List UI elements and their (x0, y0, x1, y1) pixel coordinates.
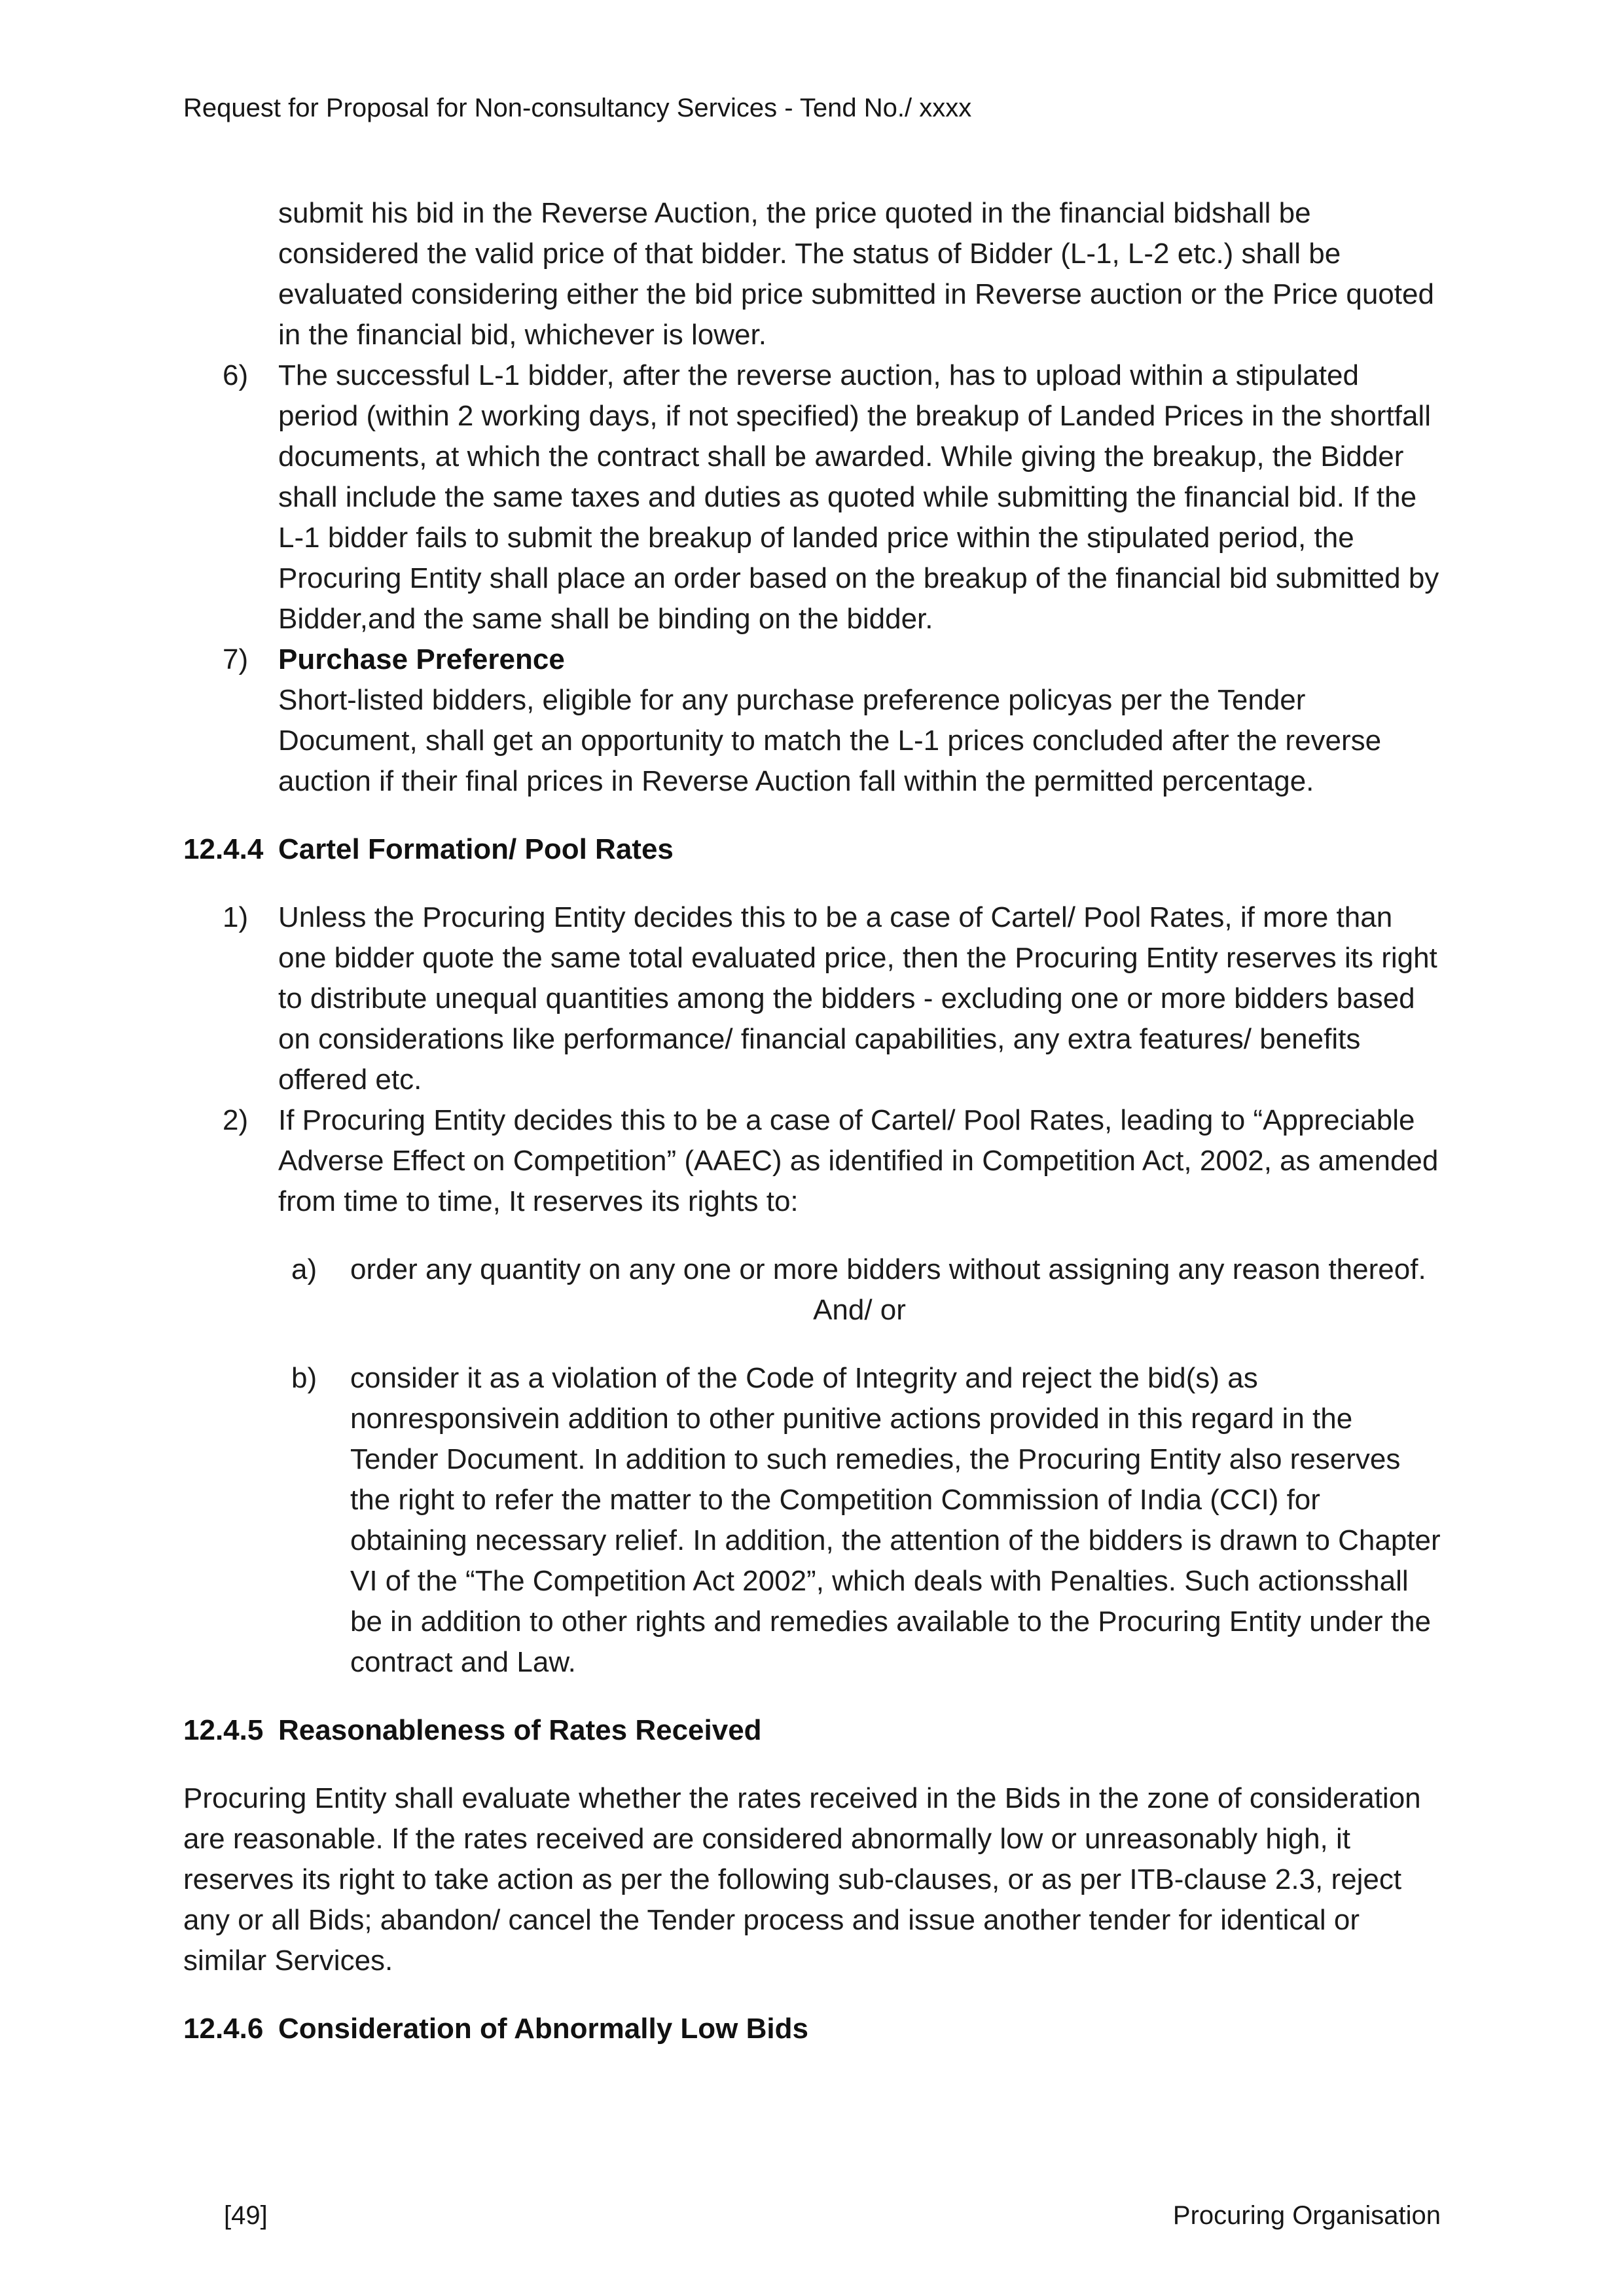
list-item-2 (183, 1100, 1441, 1222)
section-12-4-5-number: 12.4.5 (183, 1714, 264, 1746)
list-item-2-text: If Procuring Entity decides this to be a case of Cartel/ Pool Rates, leading to “Appreciable Adverse Effect on Competition” (AAEC) as identified in Competition Act, 2002, as amended from time to time, It reserves its rights to: (278, 1104, 1439, 1217)
list-item-6-text: The successful L-1 bidder, after the reverse auction, has to upload within a stipulated period (within 2 working days, if not specified) the breakup of Landed Prices in the shortfall documents, at which the contract shall be awarded. While giving the breakup, the Bidder shall include the same taxes and duties as quoted while submitting the financial bid. If the L-1 bidder fails to submit the breakup of landed price within the stipulated period, the Procuring Entity shall place an order based on the breakup of the financial bid submitted by Bidder,and the same shall be binding on the bidder. (278, 359, 1439, 635)
list-item-7-title: Purchase Preference (278, 643, 565, 675)
header-title: Request for Proposal for Non-consultancy Services - Tend No./ xxxx (183, 94, 972, 122)
document-header (183, 92, 1441, 124)
section-12-4-4-title: Cartel Formation/ Pool Rates (278, 833, 674, 865)
section-heading-12-4-6 (183, 2009, 1441, 2049)
sub-item-b-marker: b) (291, 1362, 317, 1394)
section-12-4-5-title: Reasonableness of Rates Received (278, 1714, 762, 1746)
page-number: [49] (224, 2201, 268, 2230)
list-item-1 (183, 897, 1441, 1100)
sub-item-a (183, 1249, 1441, 1290)
sub-item-b-text: consider it as a violation of the Code of Integrity and reject the bid(s) as nonresponsivein addition to other punitive actions provided in this regard in the Tender Document. In addition to such remedies, the Procuring Entity also reserves the right to refer the matter to the Competition Commission of India (CCI) for obtaining necessary relief. In addition, the attention of the bidders is drawn to Chapter VI of the “The Competition Act 2002”, which deals with Penalties. Such actionsshall be in addition to other rights and remedies available to the Procuring Entity under the contract and Law. (350, 1362, 1441, 1678)
list-item-6 (183, 355, 1441, 639)
list-item-7 (183, 639, 1441, 680)
paragraph-continuation: submit his bid in the Reverse Auction, the price quoted in the financial bidshall be considered the valid price of that bidder. The status of Bidder (L-1, L-2 etc.) shall be evaluated considering either the bid price submitted in Reverse auction or the Price quoted in the financial bid, whichever is lower. (278, 197, 1434, 351)
section-heading-12-4-4 (183, 829, 1441, 870)
document-footer (183, 2199, 1441, 2232)
and-or-line: And/ or (813, 1294, 906, 1326)
document-body (183, 193, 1441, 2049)
list-item-7-marker: 7) (223, 643, 249, 675)
sub-item-b (183, 1358, 1441, 1683)
paragraph-12-4-5: Procuring Entity shall evaluate whether the rates received in the Bids in the zone of consideration are reasonable. If the rates received are considered abnormally low or unreasonably high, it reserves its right to take action as per the following sub-clauses, or as per ITB-clause 2.3, reject any or all Bids; abandon/ cancel the Tender process and issue another tender for identical or similar Services. (183, 1782, 1421, 1977)
section-12-4-6-title: Consideration of Abnormally Low Bids (278, 2013, 808, 2045)
list-item-6-marker: 6) (223, 359, 249, 391)
section-12-4-4-number: 12.4.4 (183, 833, 264, 865)
list-item-1-marker: 1) (223, 901, 249, 933)
footer-organisation: Procuring Organisation (1172, 2201, 1441, 2230)
section-12-4-6-number: 12.4.6 (183, 2013, 264, 2045)
section-heading-12-4-5 (183, 1710, 1441, 1751)
paragraph-purchase-preference: Short-listed bidders, eligible for any purchase preference policyas per the Tender Document, shall get an opportunity to match the L-1 prices concluded after the reverse auction if their final prices in Reverse Auction fall within the permitted percentage. (278, 684, 1382, 797)
sub-item-a-marker: a) (291, 1253, 317, 1285)
list-item-1-text: Unless the Procuring Entity decides this to be a case of Cartel/ Pool Rates, if more than one bidder quote the same total evaluated price, then the Procuring Entity reserves its right to distribute unequal quantities among the bidders - excluding one or more bidders based on considerations like performance/ financial capabilities, any extra features/ benefits offered etc. (278, 901, 1437, 1096)
sub-item-a-text: order any quantity on any one or more bidders without assigning any reason thereof. (350, 1253, 1426, 1285)
list-item-2-marker: 2) (223, 1104, 249, 1136)
